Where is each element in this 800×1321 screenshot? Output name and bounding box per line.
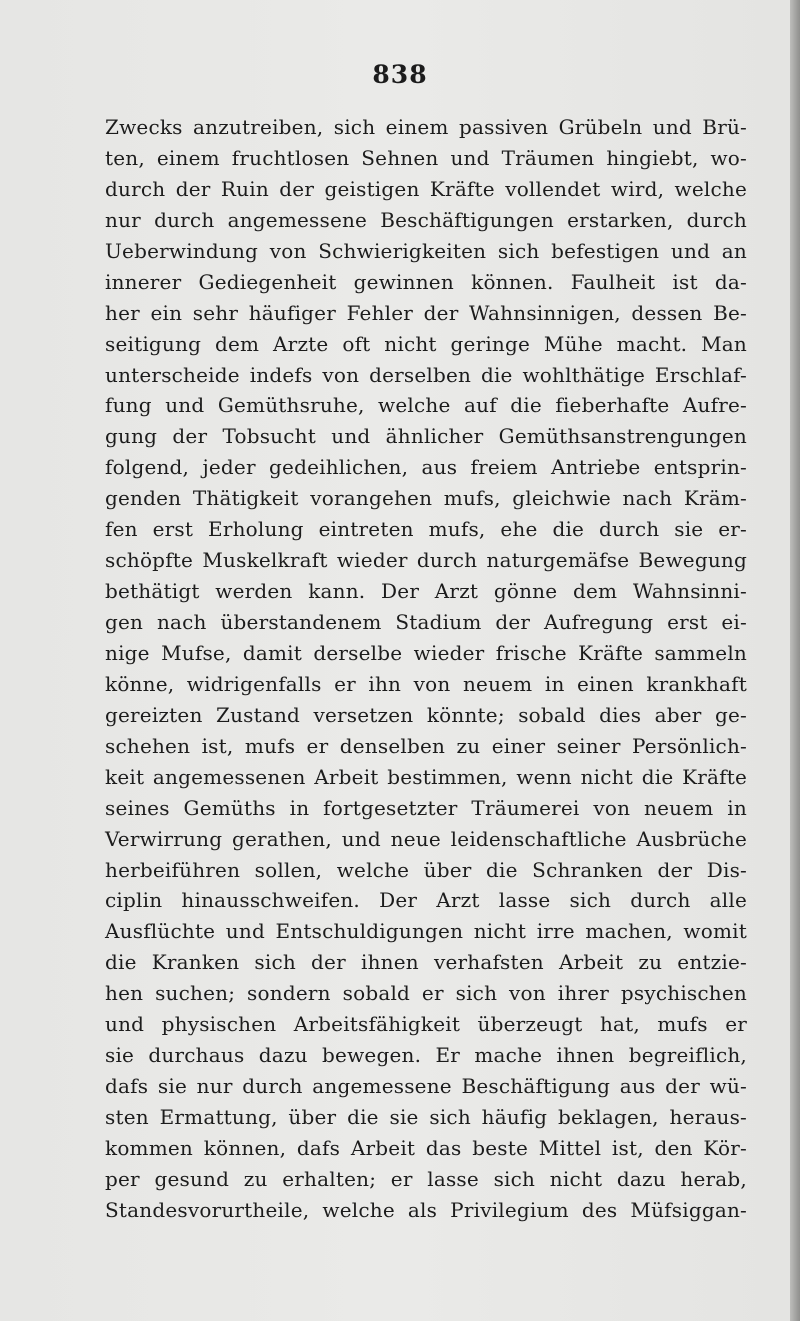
page-number: 838 — [372, 60, 428, 89]
text-line: durch der Ruin der geistigen Kräfte vollendet wird, welche — [105, 176, 747, 201]
text-line: dafs sie nur durch angemessene Beschäftigung aus der wü- — [105, 1074, 747, 1099]
text-line: gereizten Zustand versetzen könnte; sobald dies aber ge- — [105, 702, 747, 727]
text-line: schöpfte Muskelkraft wieder durch naturgemäfse Bewegung — [105, 548, 747, 573]
text-line: per gesund zu erhalten; er lasse sich nicht dazu herab, — [105, 1166, 747, 1191]
text-line: hen suchen; sondern sobald er sich von ihrer psychischen — [105, 981, 747, 1006]
text-line: innerer Gediegenheit gewinnen können. Faulheit ist da- — [105, 269, 747, 294]
text-line: die Kranken sich der ihnen verhafsten Arbeit zu entzie- — [105, 950, 747, 975]
text-line: kommen können, dafs Arbeit das beste Mittel ist, den Kör- — [105, 1135, 747, 1160]
text-line: gung der Tobsucht und ähnlicher Gemüthsanstrengungen — [105, 424, 747, 449]
text-line: folgend, jeder gedeihlichen, aus freiem Antriebe entsprin- — [105, 455, 747, 480]
book-spine-shadow — [790, 0, 800, 1321]
text-line: fung und Gemüthsruhe, welche auf die fieberhafte Aufre- — [105, 393, 747, 418]
text-line: nur durch angemessene Beschäftigungen erstarken, durch — [105, 207, 747, 232]
text-line: unterscheide indefs von derselben die wohlthätige Erschlaf- — [105, 362, 747, 387]
text-line: gen nach überstandenem Stadium der Aufregung erst ei- — [105, 610, 747, 634]
text-line: fen erst Erholung eintreten mufs, ehe die durch sie er- — [105, 517, 747, 542]
body-text — [105, 112, 747, 1226]
text-line: Ausflüchte und Entschuldigungen nicht irre machen, womit — [105, 919, 747, 944]
text-line: könne, widrigenfalls er ihn von neuem in einen krankhaft — [105, 671, 747, 696]
text-line: Zwecks anzutreiben, sich einem passiven Grübeln und Brü- — [105, 115, 747, 139]
text-line: keit angemessenen Arbeit bestimmen, wenn nicht die Kräfte — [105, 764, 747, 789]
text-line: ciplin hinausschweifen. Der Arzt lasse sich durch alle — [105, 888, 747, 913]
text-line: herbeiführen sollen, welche über die Schranken der Dis- — [105, 857, 747, 882]
text-line: nige Mufse, damit derselbe wieder frische Kräfte sammeln — [105, 640, 747, 665]
text-line: seines Gemüths in fortgesetzter Träumerei von neuem in — [105, 795, 747, 820]
text-line: und physischen Arbeitsfähigkeit überzeugt hat, mufs er — [105, 1012, 747, 1037]
text-line: genden Thätigkeit vorangehen mufs, gleichwie nach Kräm- — [105, 486, 747, 511]
text-line: bethätigt werden kann. Der Arzt gönne dem Wahnsinni- — [105, 579, 747, 604]
text-line: ten, einem fruchtlosen Sehnen und Träumen hingiebt, wo- — [105, 145, 747, 170]
text-line: Standesvorurtheile, welche als Privilegium des Müfsiggan- — [105, 1197, 747, 1222]
text-line: Verwirrung gerathen, und neue leidenschaftliche Ausbrüche — [105, 826, 747, 851]
text-line: seitigung dem Arzte oft nicht geringe Mühe macht. Man — [105, 331, 747, 356]
text-line: sie durchaus dazu bewegen. Er mache ihnen begreiflich, — [105, 1043, 747, 1068]
text-line: sten Ermattung, über die sie sich häufig beklagen, heraus- — [105, 1105, 747, 1129]
text-line: schehen ist, mufs er denselben zu einer seiner Persönlich- — [105, 733, 747, 758]
text-line: her ein sehr häufiger Fehler der Wahnsinnigen, dessen Be- — [105, 300, 747, 325]
text-line: Ueberwindung von Schwierigkeiten sich befestigen und an — [105, 238, 747, 263]
